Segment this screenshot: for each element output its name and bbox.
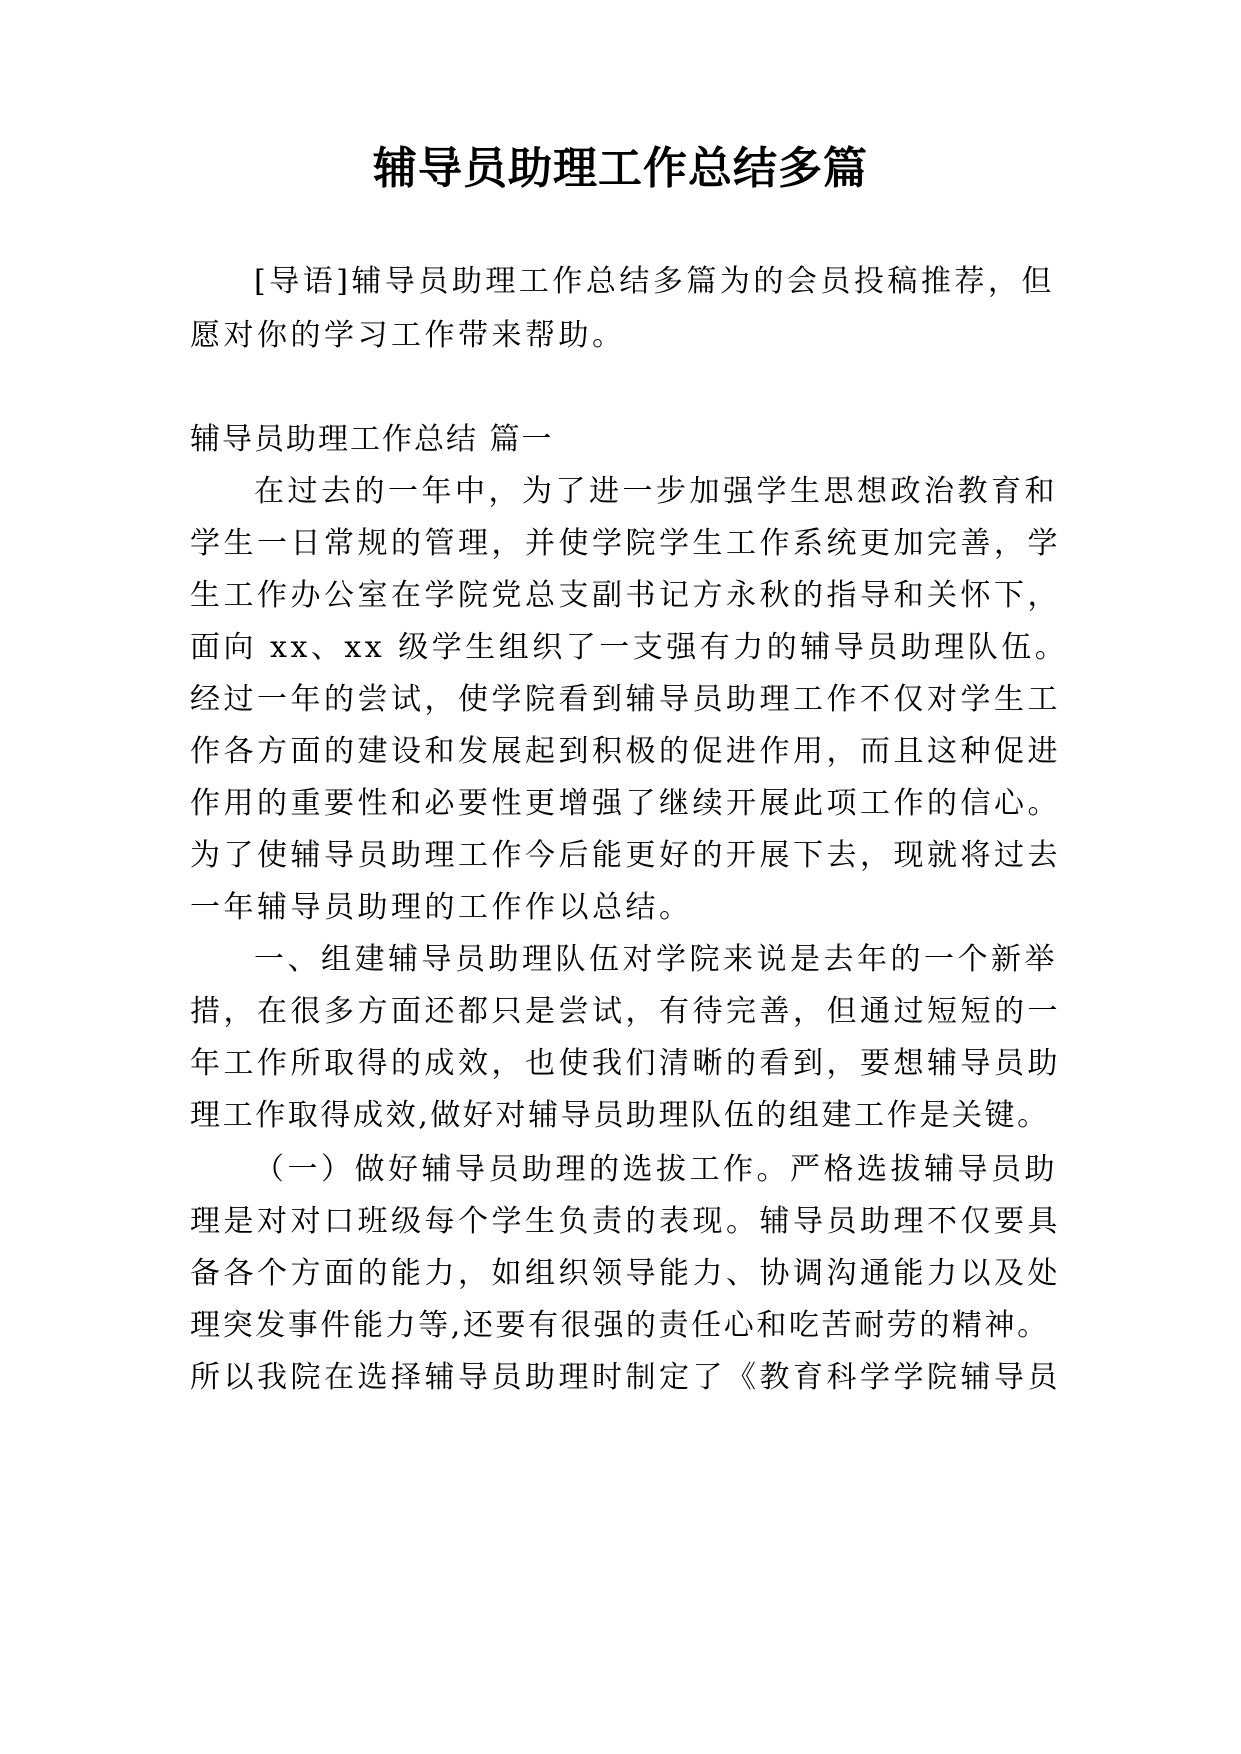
paragraph-line: （一）做好辅导员助理的选拔工作。严格选拔辅导员助: [254, 1152, 1058, 1187]
paragraph-line: 备各个方面的能力，如组织领导能力、协调沟通能力以及处: [190, 1256, 1061, 1291]
paragraph-line: 经过一年的尝试，使学院看到辅导员助理工作不仅对学生工: [190, 682, 1061, 717]
paragraph-line: 为了使辅导员助理工作今后能更好的开展下去，现就将过去: [190, 838, 1061, 873]
paragraph-line: 一、组建辅导员助理队伍对学院来说是去年的一个新举: [254, 942, 1058, 977]
paragraph-line: 作各方面的建设和发展起到积极的促进作用，而且这种促进: [190, 734, 1061, 769]
intro-line-2: 愿对你的学习工作带来帮助。: [190, 318, 626, 353]
paragraph-line: 年工作所取得的成效，也使我们清晰的看到，要想辅导员助: [190, 1046, 1061, 1081]
paragraph-line: 面向 xx、xx 级学生组织了一支强有力的辅导员助理队伍。: [190, 630, 1069, 665]
paragraph-line: 生工作办公室在学院党总支副书记方永秋的指导和关怀下，: [190, 578, 1061, 613]
paragraph-line: 理突发事件能力等,还要有很强的责任心和吃苦耐劳的精神。: [190, 1308, 1050, 1343]
document-title: 辅导员助理工作总结多篇: [373, 143, 868, 194]
paragraph-line: 作用的重要性和必要性更增强了继续开展此项工作的信心。: [190, 786, 1061, 821]
paragraph-line: 所以我院在选择辅导员助理时制定了《教育科学学院辅导员: [190, 1360, 1061, 1395]
paragraph-line: 理是对对口班级每个学生负责的表现。辅导员助理不仅要具: [190, 1204, 1061, 1239]
paragraph-line: 在过去的一年中，为了进一步加强学生思想政治教育和: [254, 474, 1058, 509]
paragraph-line: 措，在很多方面还都只是尝试，有待完善，但通过短短的一: [190, 994, 1061, 1029]
paragraph-line: 学生一日常规的管理，并使学院学生工作系统更加完善，学: [190, 526, 1061, 561]
section-heading: 辅导员助理工作总结 篇一: [190, 422, 554, 457]
paragraph-line: 理工作取得成效,做好对辅导员助理队伍的组建工作是关键。: [190, 1098, 1050, 1133]
intro-line-1: [导语]辅导员助理工作总结多篇为的会员投稿推荐，但: [254, 264, 1055, 299]
paragraph-line: 一年辅导员助理的工作作以总结。: [190, 890, 693, 925]
